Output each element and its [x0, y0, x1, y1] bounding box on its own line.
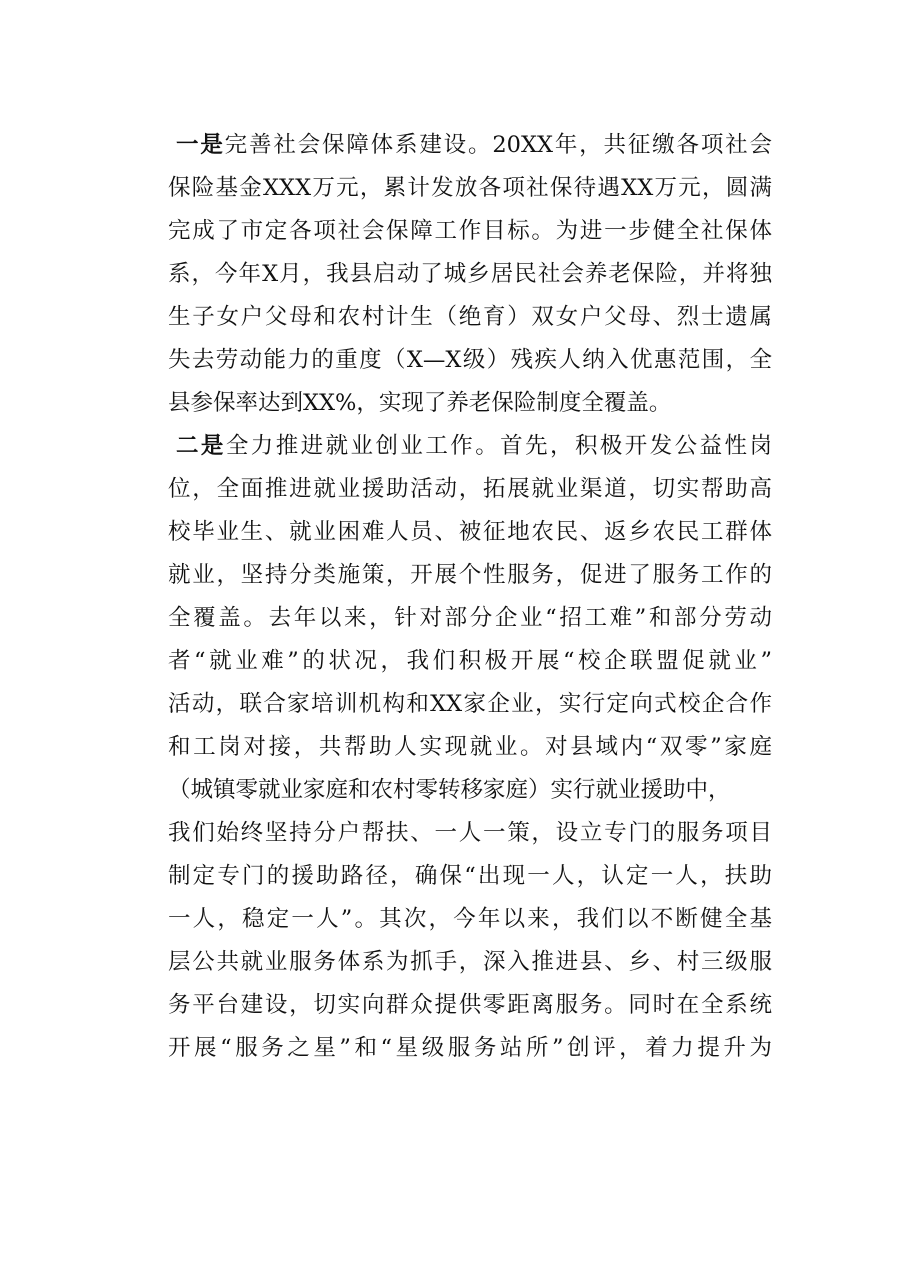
paragraph-2-line-2: 位，全面推进就业援助活动，拓展就业渠道，切实帮助高 — [168, 476, 772, 502]
paragraph-2-line-6: 者“就业难”的状况，我们积极开展“校企联盟促就业” — [168, 648, 772, 674]
paragraph-2-line-15: 开展“服务之星”和“星级服务站所”创评，着力提升为 — [168, 1035, 772, 1061]
paragraph-1-lead: 一是 — [176, 132, 225, 158]
paragraph-1-line-3: 完成了市定各项社会保障工作目标。为进一步健全社保体 — [168, 218, 772, 244]
paragraph-2-line-13: 层公共就业服务体系为抓手，深入推进县、乡、村三级服 — [168, 949, 772, 975]
paragraph-2-line-3: 校毕业生、就业困难人员、被征地农民、返乡农民工群体 — [168, 519, 772, 545]
paragraph-2-line-11: 制定专门的援助路径，确保“出现一人，认定一人，扶助 — [168, 863, 772, 889]
paragraph-2-line-12: 一人，稳定一人”。其次，今年以来，我们以不断健全基 — [168, 906, 772, 932]
paragraph-1-line-6: 失去劳动能力的重度（X—X级）残疾人纳入优惠范围，全 — [168, 347, 772, 373]
paragraph-2-line-7: 活动，联合家培训机构和XX家企业，实行定向式校企合作 — [168, 691, 772, 717]
paragraph-2-line-5: 全覆盖。去年以来，针对部分企业“招工难”和部分劳动 — [168, 605, 772, 631]
paragraph-2-line-14: 务平台建设，切实向群众提供零距离服务。同时在全系统 — [168, 992, 772, 1018]
paragraph-1-line-7: 县参保率达到XX%，实现了养老保险制度全覆盖。 — [168, 390, 672, 416]
paragraph-2-line-8: 和工岗对接，共帮助人实现就业。对县域内“双零”家庭 — [168, 734, 772, 760]
paragraph-2-line-10: 我们始终坚持分户帮扶、一人一策，设立专门的服务项目 — [168, 820, 772, 846]
paragraph-1-line-5: 生子女户父母和农村计生（绝育）双女户父母、烈士遗属 — [168, 304, 772, 330]
paragraph-2-line-1: 二是全力推进就业创业工作。首先，积极开发公益性岗 — [176, 433, 772, 459]
paragraph-2-line-4: 就业，坚持分类施策，开展个性服务，促进了服务工作的 — [168, 562, 772, 588]
paragraph-2-line-9: （城镇零就业家庭和农村零转移家庭）实行就业援助中， — [168, 777, 731, 803]
paragraph-1-line-4: 系，今年X月，我县启动了城乡居民社会养老保险，并将独 — [168, 261, 772, 287]
paragraph-1-line-1: 一是完善社会保障体系建设。20XX年，共征缴各项社会 — [176, 132, 772, 158]
paragraph-1-line-2: 保险基金XXX万元，累计发放各项社保待遇XX万元，圆满 — [168, 175, 772, 201]
paragraph-2-lead: 二是 — [176, 433, 226, 459]
